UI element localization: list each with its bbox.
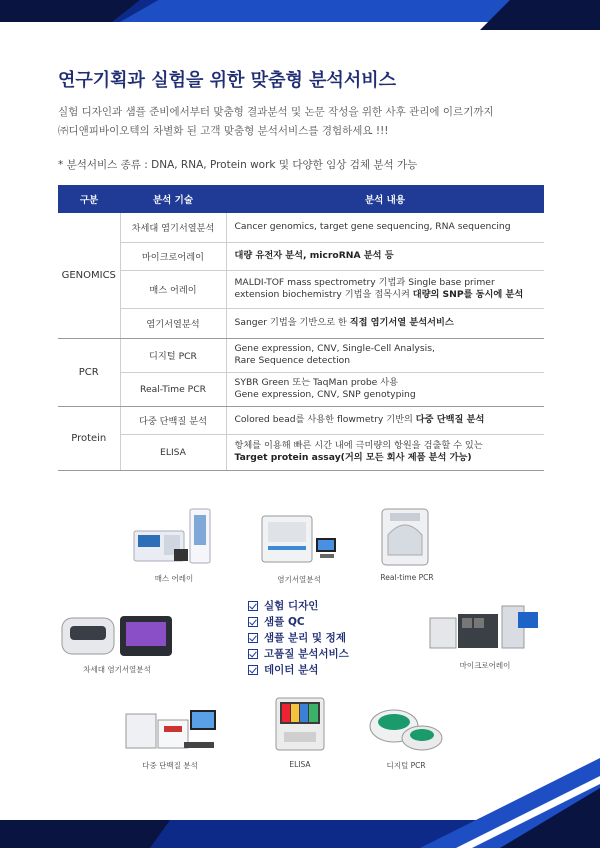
table-row xyxy=(58,338,544,372)
category-genomics: GENOMICS xyxy=(58,213,120,338)
checkbox-icon xyxy=(248,665,258,675)
desc-cell: Cancer genomics, target gene sequencing, RNA sequencing xyxy=(226,213,544,242)
header-technique: 분석 기술 xyxy=(120,185,226,213)
header-category: 구분 xyxy=(58,185,120,213)
multiplex-instrument-image xyxy=(120,700,220,756)
desc-cell: Gene expression, CNV, Single-Cell Analysis, Rare Sequence detection xyxy=(226,338,544,372)
checkbox-icon xyxy=(248,601,258,611)
desc-cell: MALDI-TOF mass spectrometry 기법과 Single base primer extension biochemistry 기법을 접목시켜 대량의 SNP를 동시에 분석 xyxy=(226,270,544,308)
desc-cell: Colored bead를 사용한 flowmetry 기반의 다중 단백질 분석 xyxy=(226,406,544,434)
table-row xyxy=(58,372,544,406)
realtime-pcr-instrument-image xyxy=(374,505,440,569)
product-label: Real-time PCR xyxy=(380,573,434,582)
checklist-item: 샘플 QC xyxy=(248,614,349,630)
page-title: 연구기획과 실험을 위한 맞춤형 분석서비스 xyxy=(58,70,397,91)
ngs-instrument-image xyxy=(58,612,176,660)
checkbox-icon xyxy=(248,633,258,643)
intro-text xyxy=(58,103,558,141)
checkbox-icon xyxy=(248,649,258,659)
bottom-band-shape xyxy=(0,758,600,848)
product-realtime-pcr xyxy=(374,505,440,582)
table-row xyxy=(58,434,544,470)
elisa-instrument-image xyxy=(270,692,330,756)
product-label: 마이크로어레이 xyxy=(459,661,511,670)
product-label: ELISA xyxy=(289,760,311,769)
product-label: 디지털 PCR xyxy=(386,761,426,770)
product-label: 차세대 염기서열분석 xyxy=(83,665,151,674)
category-pcr: PCR xyxy=(58,338,120,406)
tech-cell: 염기서열분석 xyxy=(120,308,226,338)
product-microarray xyxy=(426,604,544,671)
product-label: 매스 어레이 xyxy=(154,574,194,583)
product-label: 다중 단백질 분석 xyxy=(142,761,198,770)
intro-line-2: ㈜디앤피바이오텍의 차별화 된 고객 맞춤형 분석서비스를 경험하세요 !!! xyxy=(58,125,389,137)
intro-line-1: 실험 디자인과 샘플 준비에서부터 맞춤형 결과분석 및 논문 작성을 위한 사후 관리에 이르기까지 xyxy=(58,106,494,118)
table-row xyxy=(58,213,544,242)
desc-cell: Sanger 기법을 기반으로 한 직접 염기서열 분석서비스 xyxy=(226,308,544,338)
service-checklist xyxy=(248,598,349,678)
tech-cell: 매스 어레이 xyxy=(120,270,226,308)
checklist-item: 실험 디자인 xyxy=(248,598,349,614)
tech-cell: ELISA xyxy=(120,434,226,470)
checkbox-icon xyxy=(248,617,258,627)
tech-cell: 마이크로어레이 xyxy=(120,242,226,270)
product-mass-array xyxy=(130,505,218,584)
sequencer-instrument-image xyxy=(258,510,340,570)
product-label: 염기서열분석 xyxy=(277,575,321,584)
service-types-note: * 분석서비스 종류 : DNA, RNA, Protein work 및 다양한 임상 검체 분석 가능 xyxy=(58,159,418,171)
product-ngs xyxy=(58,612,176,675)
checklist-item: 샘플 분리 및 정제 xyxy=(248,630,349,646)
services-table xyxy=(58,185,544,471)
category-protein: Protein xyxy=(58,406,120,470)
table-row xyxy=(58,242,544,270)
tech-cell: 디지털 PCR xyxy=(120,338,226,372)
desc-cell: 항체를 이용해 빠른 시간 내에 극미량의 항원을 검출할 수 있는 Target protein assay(거의 모든 회사 제품 분석 가능) xyxy=(226,434,544,470)
checklist-item: 고품질 분석서비스 xyxy=(248,646,349,662)
desc-cell: SYBR Green 또는 TaqMan probe 사용 Gene expression, CNV, SNP genotyping xyxy=(226,372,544,406)
checklist-item: 데이터 분석 xyxy=(248,662,349,678)
tech-cell: Real-Time PCR xyxy=(120,372,226,406)
tech-cell: 차세대 염기서열분석 xyxy=(120,213,226,242)
bottom-decorative-band xyxy=(0,758,600,848)
table-row xyxy=(58,406,544,434)
table-header-row xyxy=(58,185,544,213)
top-decorative-band xyxy=(0,0,600,30)
digital-pcr-instrument-image xyxy=(366,700,446,756)
microarray-instrument-image xyxy=(426,604,544,656)
mass-array-instrument-image xyxy=(130,505,218,569)
product-sequencing xyxy=(258,510,340,585)
tech-cell: 다중 단백질 분석 xyxy=(120,406,226,434)
header-content: 분석 내용 xyxy=(226,185,544,213)
table-row xyxy=(58,308,544,338)
table-row xyxy=(58,270,544,308)
desc-cell: 대량 유전자 분석, microRNA 분석 등 xyxy=(226,242,544,270)
